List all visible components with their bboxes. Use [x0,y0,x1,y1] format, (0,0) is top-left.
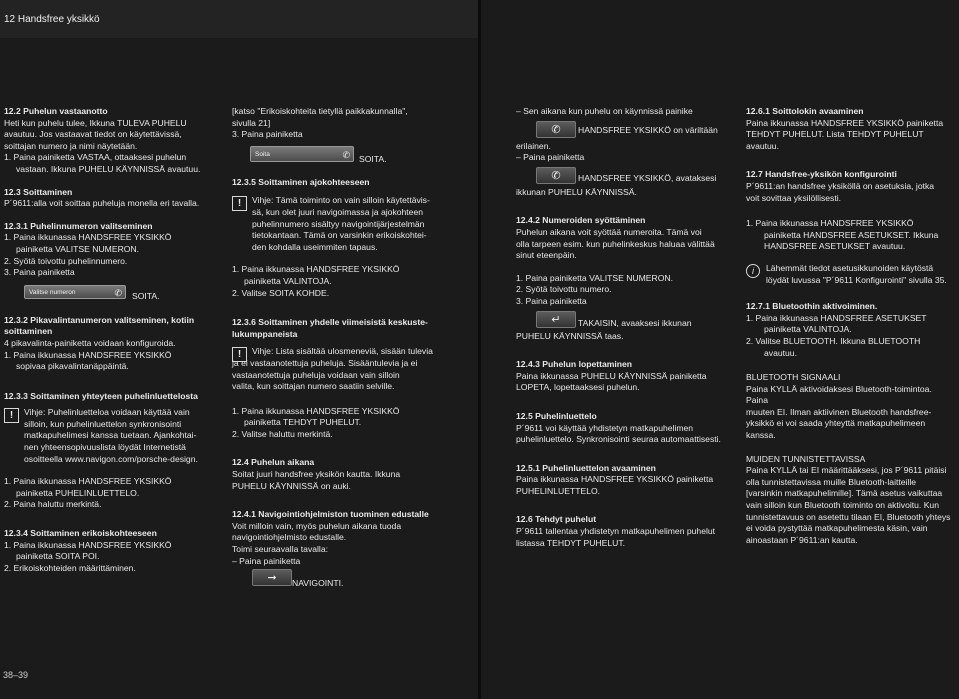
list-item: 2. Valitse BLUETOOTH. Ikkuna BLUETOOTH [746,335,921,346]
note-line: Lähemmät tiedot asetusikkunoiden käytöstä [766,262,934,273]
text-line: Paina KYLLÄ aktivoidaksesi Bluetooth-toimintoa. Paina [746,383,932,406]
note-line: tietokantaan. Tämä on varsinkin erikoiskohtei- [252,230,427,241]
text-line: puhelinluettelo. Synkronisointi seuraa automaattisesti. [516,434,721,445]
text-line: PUHELU KÄYNNISSÄ on auki. [232,480,351,491]
note-line: den kohdalla useimmiten tapaus. [252,241,378,252]
text-line: TEHDYT PUHELUT. Lista TEHDYT PUHELUT avautuu. [746,129,924,151]
section-heading: 12.6.1 Soittolokin avaaminen [746,106,864,116]
section-heading: 12.2 Puhelun vastaanotto [4,106,108,116]
list-item-cont: avautuu. [764,347,797,358]
text-line: Paina ikkunassa HANDSFREE YKSIKKÖ painiketta [746,117,944,128]
text-line: ikkunan PUHELU KÄYNNISSÄ. [516,186,637,197]
note-line: Vihje: Lista sisältää ulosmeneviä, sisään tulevia [252,346,433,357]
button-caption: TAKAISIN, avaaksesi ikkunan [578,317,692,328]
list-item-cont: painiketta SOITA POI. [16,551,100,562]
list-item: 1. Paina ikkunassa HANDSFREE YKSIKKÖ [232,264,400,275]
text-line: yksikkö ei voi saada yhteyttä matkapuhelimeen kanssa. [746,418,926,441]
warning-note [4,407,232,465]
button-caption: HANDSFREE YKSIKKÖ, avataksesi [578,172,717,183]
text-line: LOPETA, lopettaaksesi puhelun. [516,382,640,393]
text-line: tunnistettavuus on asetettu tilaan EI, Bluetooth yhteys [746,511,951,522]
phone-icon: ✆ [551,169,561,182]
section-heading: 12.7.1 Bluetoothin aktivoiminen. [746,301,878,312]
list-item: 1. Paina ikkunassa HANDSFREE YKSIKKÖ [4,476,172,487]
list-item: 1. Paina painiketta VASTAA, ottaaksesi puhelun [4,152,187,163]
list-item: 3. Paina painiketta [516,295,587,306]
button-caption: NAVIGOINTI. [292,578,344,589]
list-item-cont: sopivaa pikavalintanäppäintä. [16,361,129,372]
dash-item: – Sen aikana kun puhelu on käynnissä painike [516,106,693,116]
page-numbers: 38–39 [3,670,29,680]
list-item-cont: vastaan. Ikkuna PUHELU KÄYNNISSÄ avautuu. [16,163,201,174]
back-button[interactable] [536,311,576,328]
list-item-cont: painiketta HANDSFREE ASETUKSET. Ikkuna [764,229,939,240]
list-item: 2. Valitse haluttu merkintä. [232,428,333,439]
section-heading: 12.4.1 Navigointiohjelmiston tuominen edustalle [232,509,429,520]
soita-button[interactable] [250,146,354,162]
list-item-cont: painiketta VALINTOJA. [244,275,332,286]
warning-icon: ! [232,196,247,211]
navigation-arrow-button[interactable] [252,569,292,586]
note-line: puhelinnumero sisältyy navigointijärjestelmän [252,218,425,229]
text-line: sinut eteenpäin. [516,250,577,261]
list-item: 3. Paina painiketta [4,267,75,278]
list-item: 2. Syötä toivottu numero. [516,284,612,295]
text-line: P´9611 tallentaa yhdistetyn matkapuhelimen puhelut [516,526,716,537]
list-item: 2. Syötä toivottu puhelinnumero. [4,255,128,266]
text-line: 4 pikavalinta-painiketta voidaan konfiguroida. [4,337,176,348]
info-icon: i [746,264,760,278]
list-item-cont: HANDSFREE ASETUKSET avautuu. [764,241,906,252]
section-heading: 12.3.1 Puhelinnumeron valitseminen [4,220,153,231]
text-line: Soitat juuri handsfree yksikön kautta. Ikkuna [232,469,401,480]
text-line: Paina ikkunassa HANDSFREE YKSIKKÖ painiketta [516,474,714,485]
text-line: [katso "Erikoiskohteita tietyllä paikkakunnalla", [232,106,408,116]
button-caption: SOITA. [359,153,387,164]
text-line: Voit milloin vain, myös puhelun aikana tuoda [232,520,402,531]
section-heading: 12.4.3 Puhelun lopettaminen [516,359,633,370]
section-heading: 12.4.2 Numeroiden syöttäminen [516,215,646,226]
section-heading: 12.3.5 Soittaminen ajokohteeseen [232,176,370,187]
button-figure-row [4,281,232,305]
text-line: [varsinkin matkapuhelimille]. Tämä asetus vaikuttaa [746,488,943,499]
button-figure-row [516,167,736,187]
text-line: ainoastaan P´9611:an kautta. [746,534,858,545]
button-figure-row [232,144,460,170]
section-heading: 12.4 Puhelun aikana [232,457,315,468]
note-line: sä, kun olet juuri navigoimassa ja ajokohteen [252,206,424,217]
note-line: vastaanotettuja puheluja voidaan vain silloin [232,369,400,380]
page-header [0,0,478,38]
column-4 [746,106,956,546]
column-3 [516,106,736,549]
subheading: BLUETOOTH SIGNAALI [746,372,841,383]
text-line: olla tunnistettavissa muille Bluetooth-laitteille [746,476,917,487]
text-line: vain silloin kun Bluetooth toiminto on aktivoitu. Kun [746,500,939,511]
list-item: 2. Erikoiskohteiden määrittäminen. [4,562,136,573]
list-item: 1. Paina ikkunassa HANDSFREE YKSIKKÖ [4,349,172,360]
return-arrow-icon: ↵ [551,313,561,326]
phone-icon: ✆ [551,123,561,136]
info-note [746,263,956,286]
arrow-right-icon: ➞ [267,572,277,585]
text-line: soittajan numero ja nimi näytetään. [4,140,138,151]
text-line: voit sovittaa yksilöllisesti. [746,192,842,203]
warning-note [232,195,460,253]
button-figure-row [516,121,736,141]
list-item-cont: painiketta TEHDYT PUHELUT. [244,417,362,428]
right-page [481,0,959,699]
phone-icon: ✆ [114,287,122,298]
section-heading: 12.5 Puhelinluettelo [516,410,597,421]
list-item: 1. Paina ikkunassa HANDSFREE YKSIKKÖ [4,539,172,550]
section-heading: 12.5.1 Puhelinluettelon avaaminen [516,462,656,473]
section-heading: lukumppaneista [232,328,298,339]
list-item: 2. Paina haluttu merkintä. [4,499,102,510]
column-2 [232,106,460,591]
dash-item: – Paina painiketta [232,555,301,566]
button-caption: HANDSFREE YKSIKKÖ on väriltään [578,124,718,135]
note-line: ja ei vastaanotettuja puheluja. Sisääntulevia ja ei [232,357,418,368]
text-line: muuten EI. Ilman aktiivinen Bluetooth handsfree- [746,406,932,417]
section-heading: 12.3.3 Soittaminen yhteyteen puhelinluettelosta [4,390,198,401]
phone-icon: ✆ [342,149,350,160]
button-label: Valitse numeron [29,288,76,296]
text-line: avautuu. Jos vastaavat tiedot on käytettävissä, [4,129,182,140]
text-line: Paina ikkunassa PUHELU KÄYNNISSÄ painiketta [516,370,707,381]
text-line: navigointiohjelmisto edustalle. [232,532,347,543]
section-heading: 12.7 Handsfree-yksikön konfigurointi [746,169,897,180]
text-line: PUHELINLUETTELO. [516,485,601,496]
list-item: 1. Paina ikkunassa HANDSFREE YKSIKKÖ [4,232,172,243]
text-line: olla tarpeen esim. kun puhelinkeskus haluaa välittää [516,238,715,249]
list-item: 3. Paina painiketta [232,129,303,140]
list-item-cont: painiketta VALINTOJA. [764,324,852,335]
handsfree-phone-button[interactable] [536,121,576,138]
section-heading: 12.3.6 Soittaminen yhdelle viimeisistä keskuste- [232,317,428,328]
warning-icon: ! [232,347,247,362]
chapter-title: 12 Handsfree yksikkö [4,14,100,25]
section-heading: 12.3.4 Soittaminen erikoiskohteeseen [4,528,157,539]
note-line: osoitteella www.navigon.com/porsche-design. [24,453,198,464]
column-1 [4,106,232,574]
list-item: 1. Paina ikkunassa HANDSFREE YKSIKKÖ [232,405,400,416]
text-line: P´9611:alla voit soittaa puheluja monella eri tavalla. [4,198,200,209]
note-line: silloin, kun puhelinluettelon synkronisointi [24,418,182,429]
button-caption: SOITA. [132,290,160,301]
text-line: PUHELU KÄYNNISSÄ taas. [516,330,624,341]
warning-note [232,346,460,392]
text-line: listassa TEHDYT PUHELUT. [516,537,626,548]
note-line: matkapuhelimesi kanssa tuetaan. Ajankohtai- [24,430,197,441]
note-line: Vihje: Puhelinluetteloa voidaan käyttää vain [24,407,190,418]
note-line: löydät luvussa "P´9611 Konfigurointi" sivulla 35. [766,274,947,285]
valitse-numeron-button[interactable] [24,285,126,299]
list-item-cont: painiketta PUHELINLUETTELO. [16,487,140,498]
text-line: sivulla 21] [232,117,271,128]
text-line: Toimi seuraavalla tavalla: [232,544,329,555]
list-item: 1. Paina ikkunassa HANDSFREE YKSIKKÖ [746,218,914,229]
note-line: Vihje: Tämä toiminto on vain silloin käytettävis- [252,195,430,206]
list-item: 1. Paina painiketta VALITSE NUMERON. [516,272,673,283]
left-page [0,0,478,699]
list-item: 1. Paina ikkunassa HANDSFREE ASETUKSET [746,312,927,323]
handsfree-phone-button[interactable] [536,167,576,184]
section-heading: 12.3.2 Pikavalintanumeron valitseminen, kotiin [4,314,195,325]
note-line: valita, kun soittajan numero saatiin selville. [232,381,395,392]
section-heading: 12.3 Soittaminen [4,186,73,197]
list-item: 2. Valitse SOITA KOHDE. [232,287,330,298]
text-line: Puhelun aikana voit syöttää numeroita. Tämä voi [516,226,702,237]
subheading: MUIDEN TUNNISTETTAVISSA [746,453,866,464]
text-line: Heti kun puhelu tulee, Ikkuna TULEVA PUHELU [4,117,187,128]
text-line: P´9611:an handsfree yksiköllä on asetuksia, jotka [746,180,935,191]
text-line: ei voida pystyttää matkapuhelimesta käsin, vain [746,523,928,534]
note-line: nen yhteensopivuuslista löydät Internetistä [24,442,186,453]
button-figure-row [232,569,460,591]
list-item-cont: painiketta VALITSE NUMERON. [16,243,140,254]
text-line: erilainen. [516,140,551,151]
button-figure-row [516,311,736,331]
text-line: P´9611 voi käyttää yhdistetyn matkapuhelimen [516,422,694,433]
section-heading: 12.6 Tehdyt puhelut [516,514,597,525]
button-label: Soita [255,150,270,158]
dash-item: – Paina painiketta [516,152,585,163]
text-line: Paina KYLLÄ tai EI määrittääksesi, jos P´9611 pitäisi [746,465,947,476]
warning-icon: ! [4,408,19,423]
section-heading: soittaminen [4,326,53,337]
